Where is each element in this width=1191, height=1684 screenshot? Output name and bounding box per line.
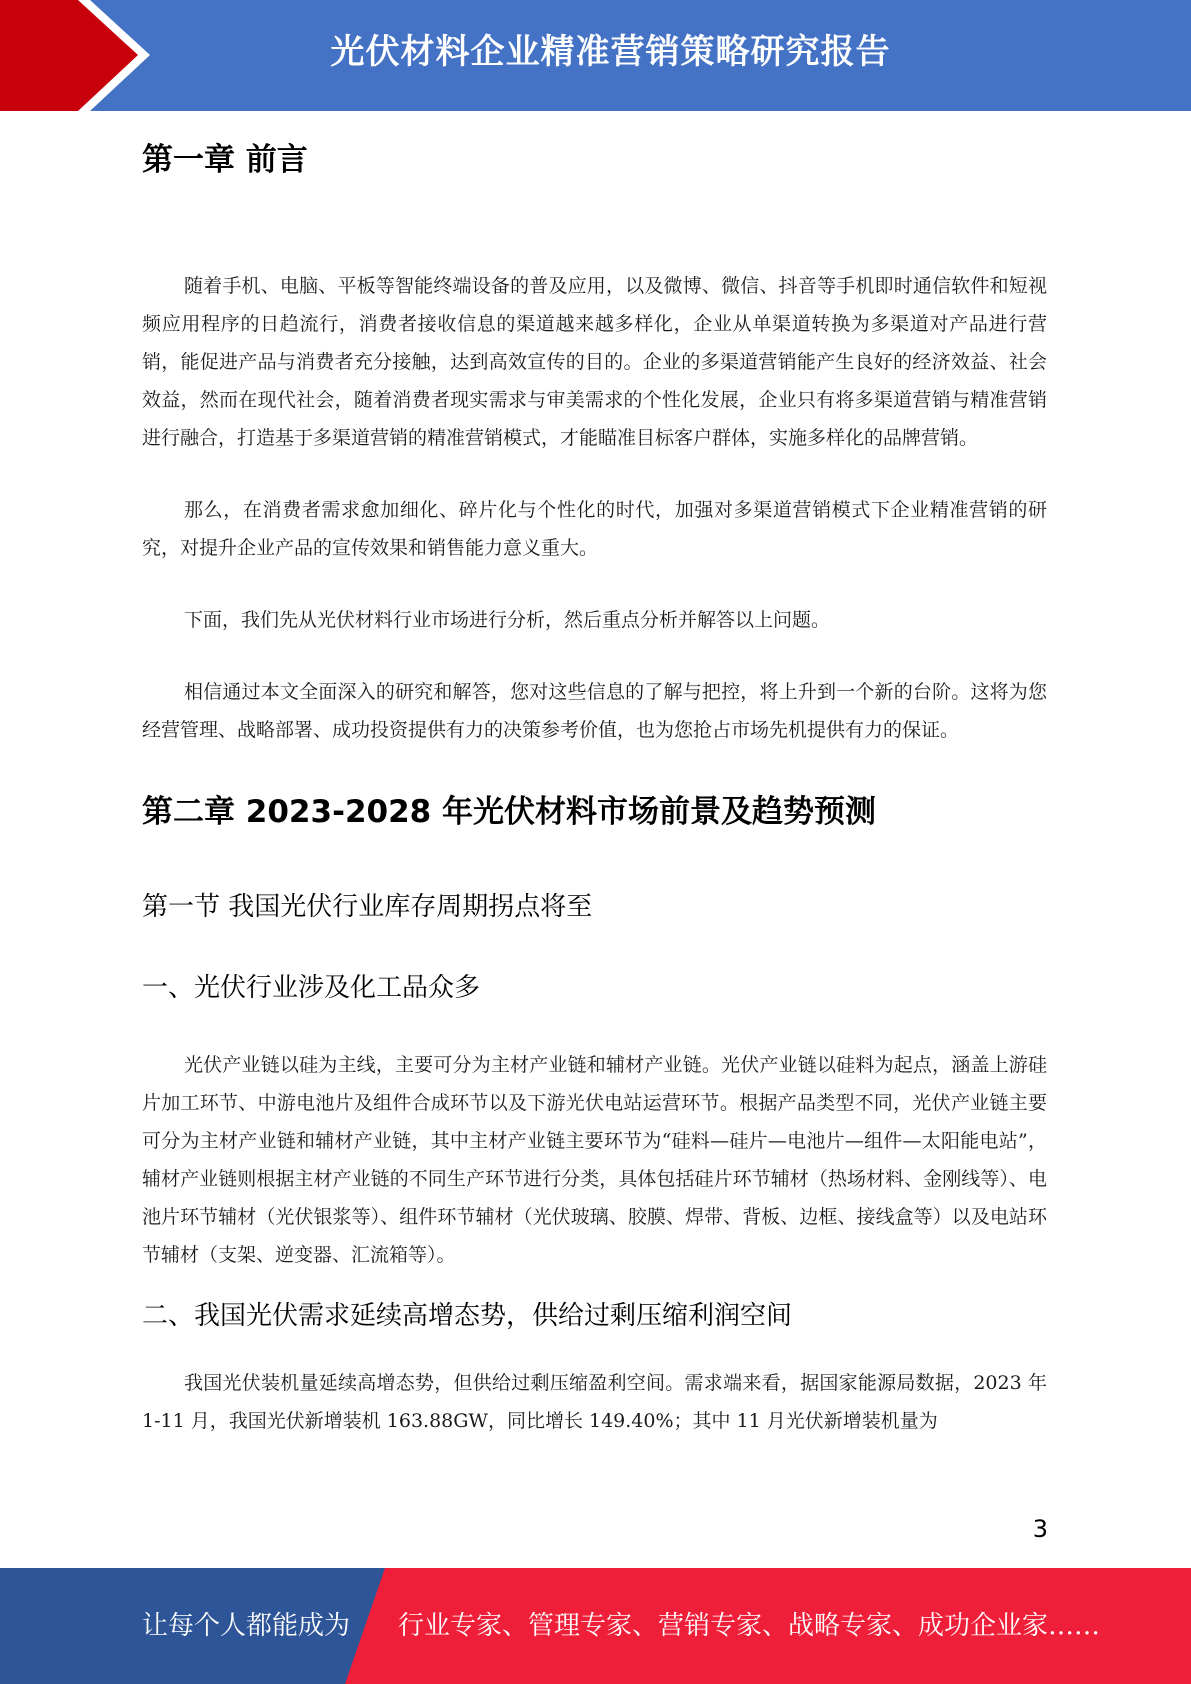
footer-slogan-right: 行业专家、管理专家、营销专家、战略专家、成功企业家…… bbox=[398, 1611, 1101, 1641]
chapter-1-title: 第一章 前言 bbox=[142, 142, 308, 178]
chevron-arrow-icon bbox=[0, 0, 150, 111]
subsection-2-title: 二、我国光伏需求延续高增态势，供给过剩压缩利润空间 bbox=[142, 1301, 793, 1331]
chapter-1-paragraph: 下面，我们先从光伏材料行业市场进行分析，然后重点分析并解答以上问题。 bbox=[184, 609, 831, 631]
chapter-1-paragraph: 相信通过本文全面深入的研究和解答，您对这些信息的了解与把控，将上升到一个新的台阶。这将为您经营管理、战略部署、成功投资提供有力的决策参考价值，也为您抢占市场先机提供有力的保证。 bbox=[142, 681, 1047, 741]
page-header bbox=[0, 0, 1191, 111]
chapter-2-title: 第二章 2023-2028 年光伏材料市场前景及趋势预测 bbox=[142, 794, 877, 830]
chapter-1-paragraph: 那么，在消费者需求愈加细化、碎片化与个性化的时代，加强对多渠道营销模式下企业精准营销的研究，对提升企业产品的宣传效果和销售能力意义重大。 bbox=[142, 499, 1047, 559]
chapter-1-paragraph: 随着手机、电脑、平板等智能终端设备的普及应用，以及微博、微信、抖音等手机即时通信软件和短视频应用程序的日趋流行，消费者接收信息的渠道越来越多样化，企业从单渠道转换为多渠道对产品进行营销，能促进产品与消费者充分接触，达到高效宣传的目的。企业的多渠道营销能产生良好的经济效益、社会效益，然而在现代社会，随着消费者现实需求与审美需求的个性化发展，企业只有将多渠道营销与精准营销进行融合，打造基于多渠道营销的精准营销模式，才能瞄准目标客户群体，实施多样化的品牌营销。 bbox=[142, 275, 1047, 449]
subsection-1-paragraph: 光伏产业链以硅为主线，主要可分为主材产业链和辅材产业链。光伏产业链以硅料为起点，涵盖上游硅片加工环节、中游电池片及组件合成环节以及下游光伏电站运营环节。根据产品类型不同，光伏产业链主要可分为主材产业链和辅材产业链，其中主材产业链主要环节为“硅料—硅片—电池片—组件—太阳能电站”，辅材产业链则根据主材产业链的不同生产环节进行分类，具体包括硅片环节辅材（热场材料、金刚线等）、电池片环节辅材（光伏银浆等）、组件环节辅材（光伏玻璃、胶膜、焊带、背板、边框、接线盒等）以及电站环节辅材（支架、逆变器、汇流箱等）。 bbox=[142, 1054, 1047, 1266]
footer-slogan-left: 让每个人都能成为 bbox=[142, 1611, 351, 1641]
page-footer bbox=[0, 1568, 1191, 1684]
subsection-2-paragraph: 我国光伏装机量延续高增态势，但供给过剩压缩盈利空间。需求端来看，据国家能源局数据，2023 年 1-11 月，我国光伏新增装机 163.88GW，同比增长 149.40%；其中 11 月光伏新增装机量为 bbox=[142, 1372, 1047, 1432]
section-1-title: 第一节 我国光伏行业库存周期拐点将至 bbox=[142, 892, 593, 922]
report-title: 光伏材料企业精准营销策略研究报告 bbox=[330, 32, 891, 72]
subsection-1-title: 一、光伏行业涉及化工品众多 bbox=[142, 973, 481, 1003]
main-content bbox=[142, 135, 1047, 1440]
page-number: 3 bbox=[1032, 1515, 1048, 1543]
